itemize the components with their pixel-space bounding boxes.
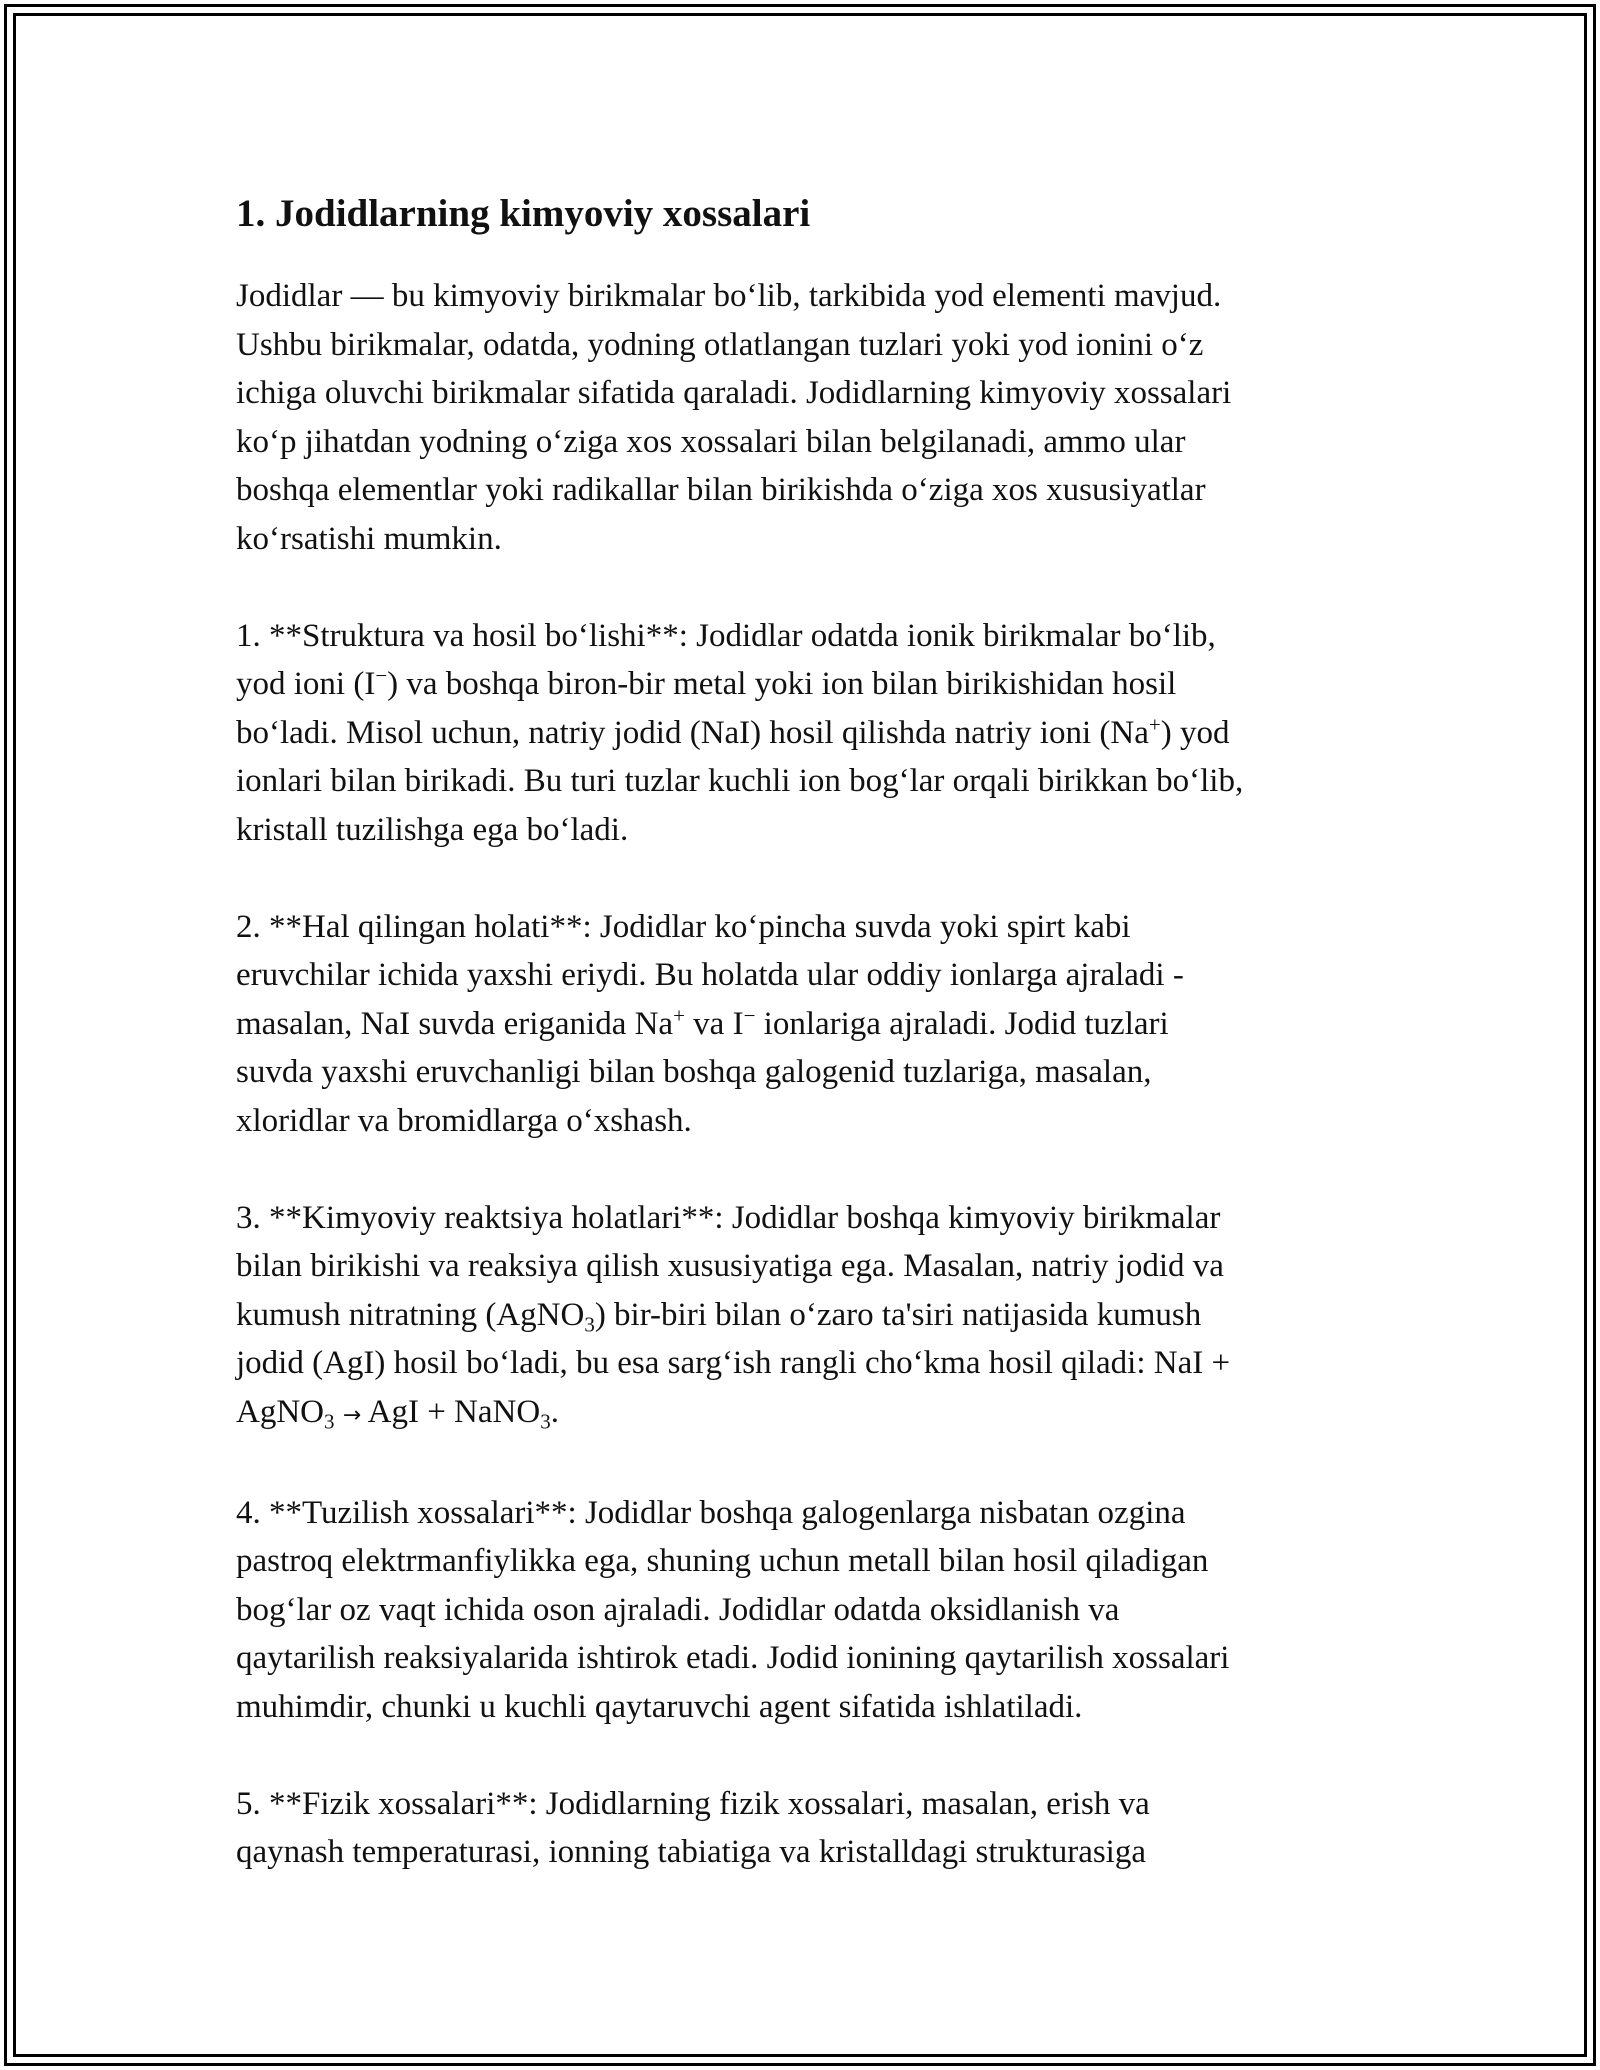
text-line: suvda yaxshi eruvchanligi bilan boshqa galogenid tuzlariga, masalan, [236,1054,1152,1090]
text-line: jodid (AgI) hosil bo‘ladi, bu esa sarg‘ish rangli cho‘kma hosil qiladi: NaI + [236,1345,1231,1381]
text-line: boshqa elementlar yoki radikallar bilan birikishda o‘ziga xos xususiyatlar [236,472,1206,508]
text-line: eruvchilar ichida yaxshi eriydi. Bu holatda ular oddiy ionlarga ajraladi - [236,957,1184,993]
text-line: masalan, NaI suvda eriganida Na+ va I− ionlariga ajraladi. Jodid tuzlari [236,1002,1169,1042]
text-line: qaynash temperaturasi, ionning tabiatiga va kristalldagi strukturasiga [236,1834,1146,1870]
text-line: ichiga oluvchi birikmalar sifatida qaraladi. Jodidlarning kimyoviy xossalari [236,375,1232,411]
text-line: 4. **Tuzilish xossalari**: Jodidlar boshqa galogenlarga nisbatan ozgina [236,1494,1186,1531]
text-line: 3. **Kimyoviy reaktsiya holatlari**: Jodidlar boshqa kimyoviy birikmalar [236,1199,1221,1236]
text-line: muhimdir, chunki u kuchli qaytaruvchi agent sifatida ishlatiladi. [236,1688,1083,1725]
paragraph-gap [236,1145,1366,1194]
paragraph-gap [236,854,1366,903]
page-title: 1. Jodidlarning kimyoviy xossalari [236,192,811,235]
paragraph-gap [236,1731,1366,1780]
text-line: 1. **Struktura va hosil bo‘lishi**: Jodidlar odatda ionik birikmalar bo‘lib, [236,617,1216,654]
text-line: yod ioni (I−) va boshqa biron-bir metal yoki ion bilan birikishidan hosil [236,663,1177,702]
text-line: qaytarilish reaksiyalarida ishtirok etadi. Jodid ionining qaytarilish xossalari [236,1640,1230,1676]
text-line: bog‘lar oz vaqt ichida oson ajraladi. Jodidlar odatda oksidlanish va [236,1591,1120,1628]
text-line: ko‘p jihatdan yodning o‘ziga xos xossalari bilan belgilanadi, ammo ular [236,423,1186,460]
text-line: 2. **Hal qilingan holati**: Jodidlar ko‘pincha suvda yoki spirt kabi [236,908,1131,945]
text-line: ko‘rsatishi mumkin. [236,520,502,557]
text-line: AgNO$_3$ → AgI + NaNO$_3$. [236,1393,559,1433]
document-body [236,186,1366,1877]
intro-paragraph [236,272,1366,563]
text-line: ionlari bilan birikadi. Bu turi tuzlar kuchli ion bog‘lar orqali birikkan bo‘lib, [236,763,1244,799]
text-line: Ushbu birikmalar, odatda, yodning otlatlangan tuzlari yoki yod ionini o‘z [236,326,1204,363]
text-line: xloridlar va bromidlarga o‘xshash. [236,1102,692,1139]
text-line: bilan birikishi va reaksiya qilish xususiyatiga ega. Masalan, natriy jodid va [236,1248,1224,1284]
paragraph-gap [236,563,1366,612]
text-line: kristall tuzilishga ega bo‘ladi. [236,811,629,848]
text-line: bo‘ladi. Misol uchun, natriy jodid (NaI) hosil qilishda natriy ioni (Na+) yod [236,711,1230,751]
text-line: kumush nitratning (AgNO$_3$) bir-biri bilan o‘zaro ta'siri natijasida kumush [236,1296,1202,1336]
item-3-paragraph [236,1194,1366,1441]
text-line: pastroq elektrmanfiylikka ega, shuning uchun metall bilan hosil qiladigan [236,1543,1209,1579]
item-4-paragraph [236,1489,1366,1732]
item-5-paragraph [236,1780,1366,1877]
paragraph-gap [236,1440,1366,1489]
text-line: 5. **Fizik xossalari**: Jodidlarning fizik xossalari, masalan, erish va [236,1785,1150,1822]
item-1-paragraph [236,612,1366,855]
item-2-paragraph [236,903,1366,1146]
text-line: Jodidlar — bu kimyoviy birikmalar bo‘lib, tarkibida yod elementi mavjud. [236,278,1222,314]
